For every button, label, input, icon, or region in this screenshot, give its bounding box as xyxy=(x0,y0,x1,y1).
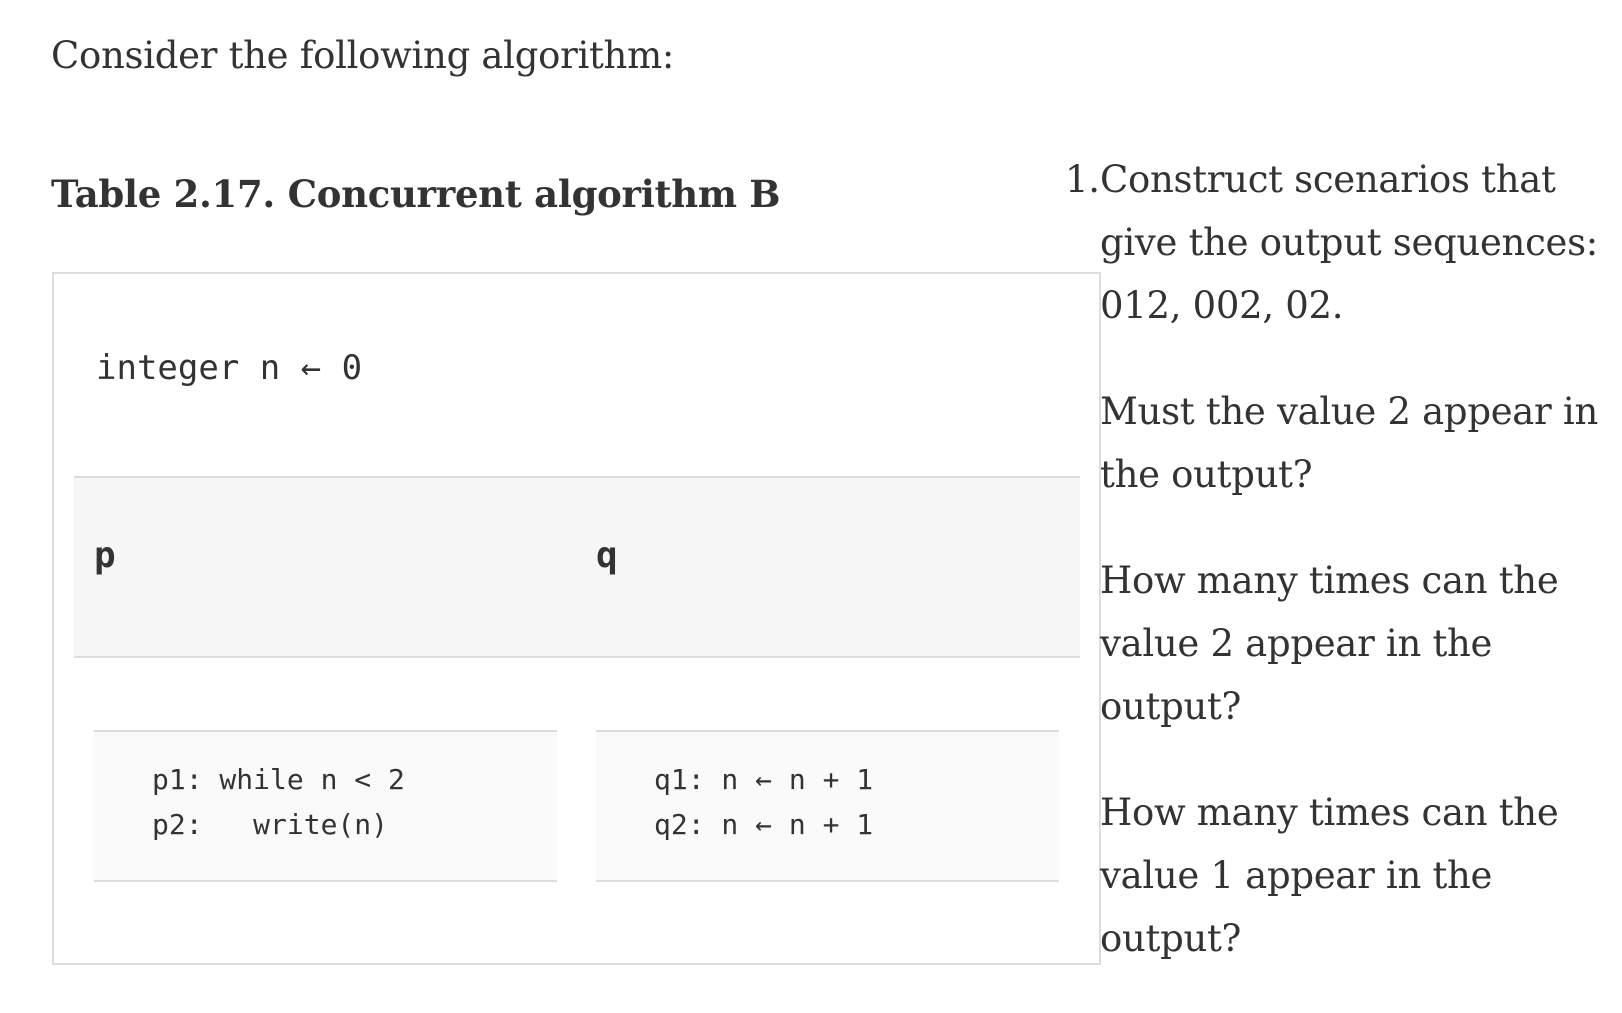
question-times-one: How many times can the value 1 appear in the output? xyxy=(1100,791,1559,960)
variable-declaration: integer n ← 0 xyxy=(96,348,363,388)
process-p-heading: p xyxy=(94,535,116,576)
algorithm-table xyxy=(52,272,1101,965)
question-times-two: How many times can the value 2 appear in the output? xyxy=(1100,559,1559,728)
process-q-code xyxy=(596,730,1059,882)
question-scenarios: Construct scenarios that give the output sequences: 012, 002, 02. xyxy=(1100,158,1598,327)
table-title: Table 2.17. Concurrent algorithm B xyxy=(51,172,781,216)
list-number: 1. xyxy=(1065,158,1100,201)
question-must-appear: Must the value 2 appear in the output? xyxy=(1100,390,1598,496)
code-line-q2: q2: n ← n + 1 xyxy=(654,808,874,841)
question-list xyxy=(1060,148,1600,1013)
process-q-heading: q xyxy=(596,535,618,576)
code-line-p1: p1: while n < 2 xyxy=(152,763,405,796)
process-p-code xyxy=(94,730,557,882)
code-line-q1: q1: n ← n + 1 xyxy=(654,763,874,796)
code-line-p2: p2: write(n) xyxy=(152,808,389,841)
list-item xyxy=(1060,148,1600,337)
intro-text: Consider the following algorithm: xyxy=(51,34,675,77)
process-header-row xyxy=(74,476,1080,658)
